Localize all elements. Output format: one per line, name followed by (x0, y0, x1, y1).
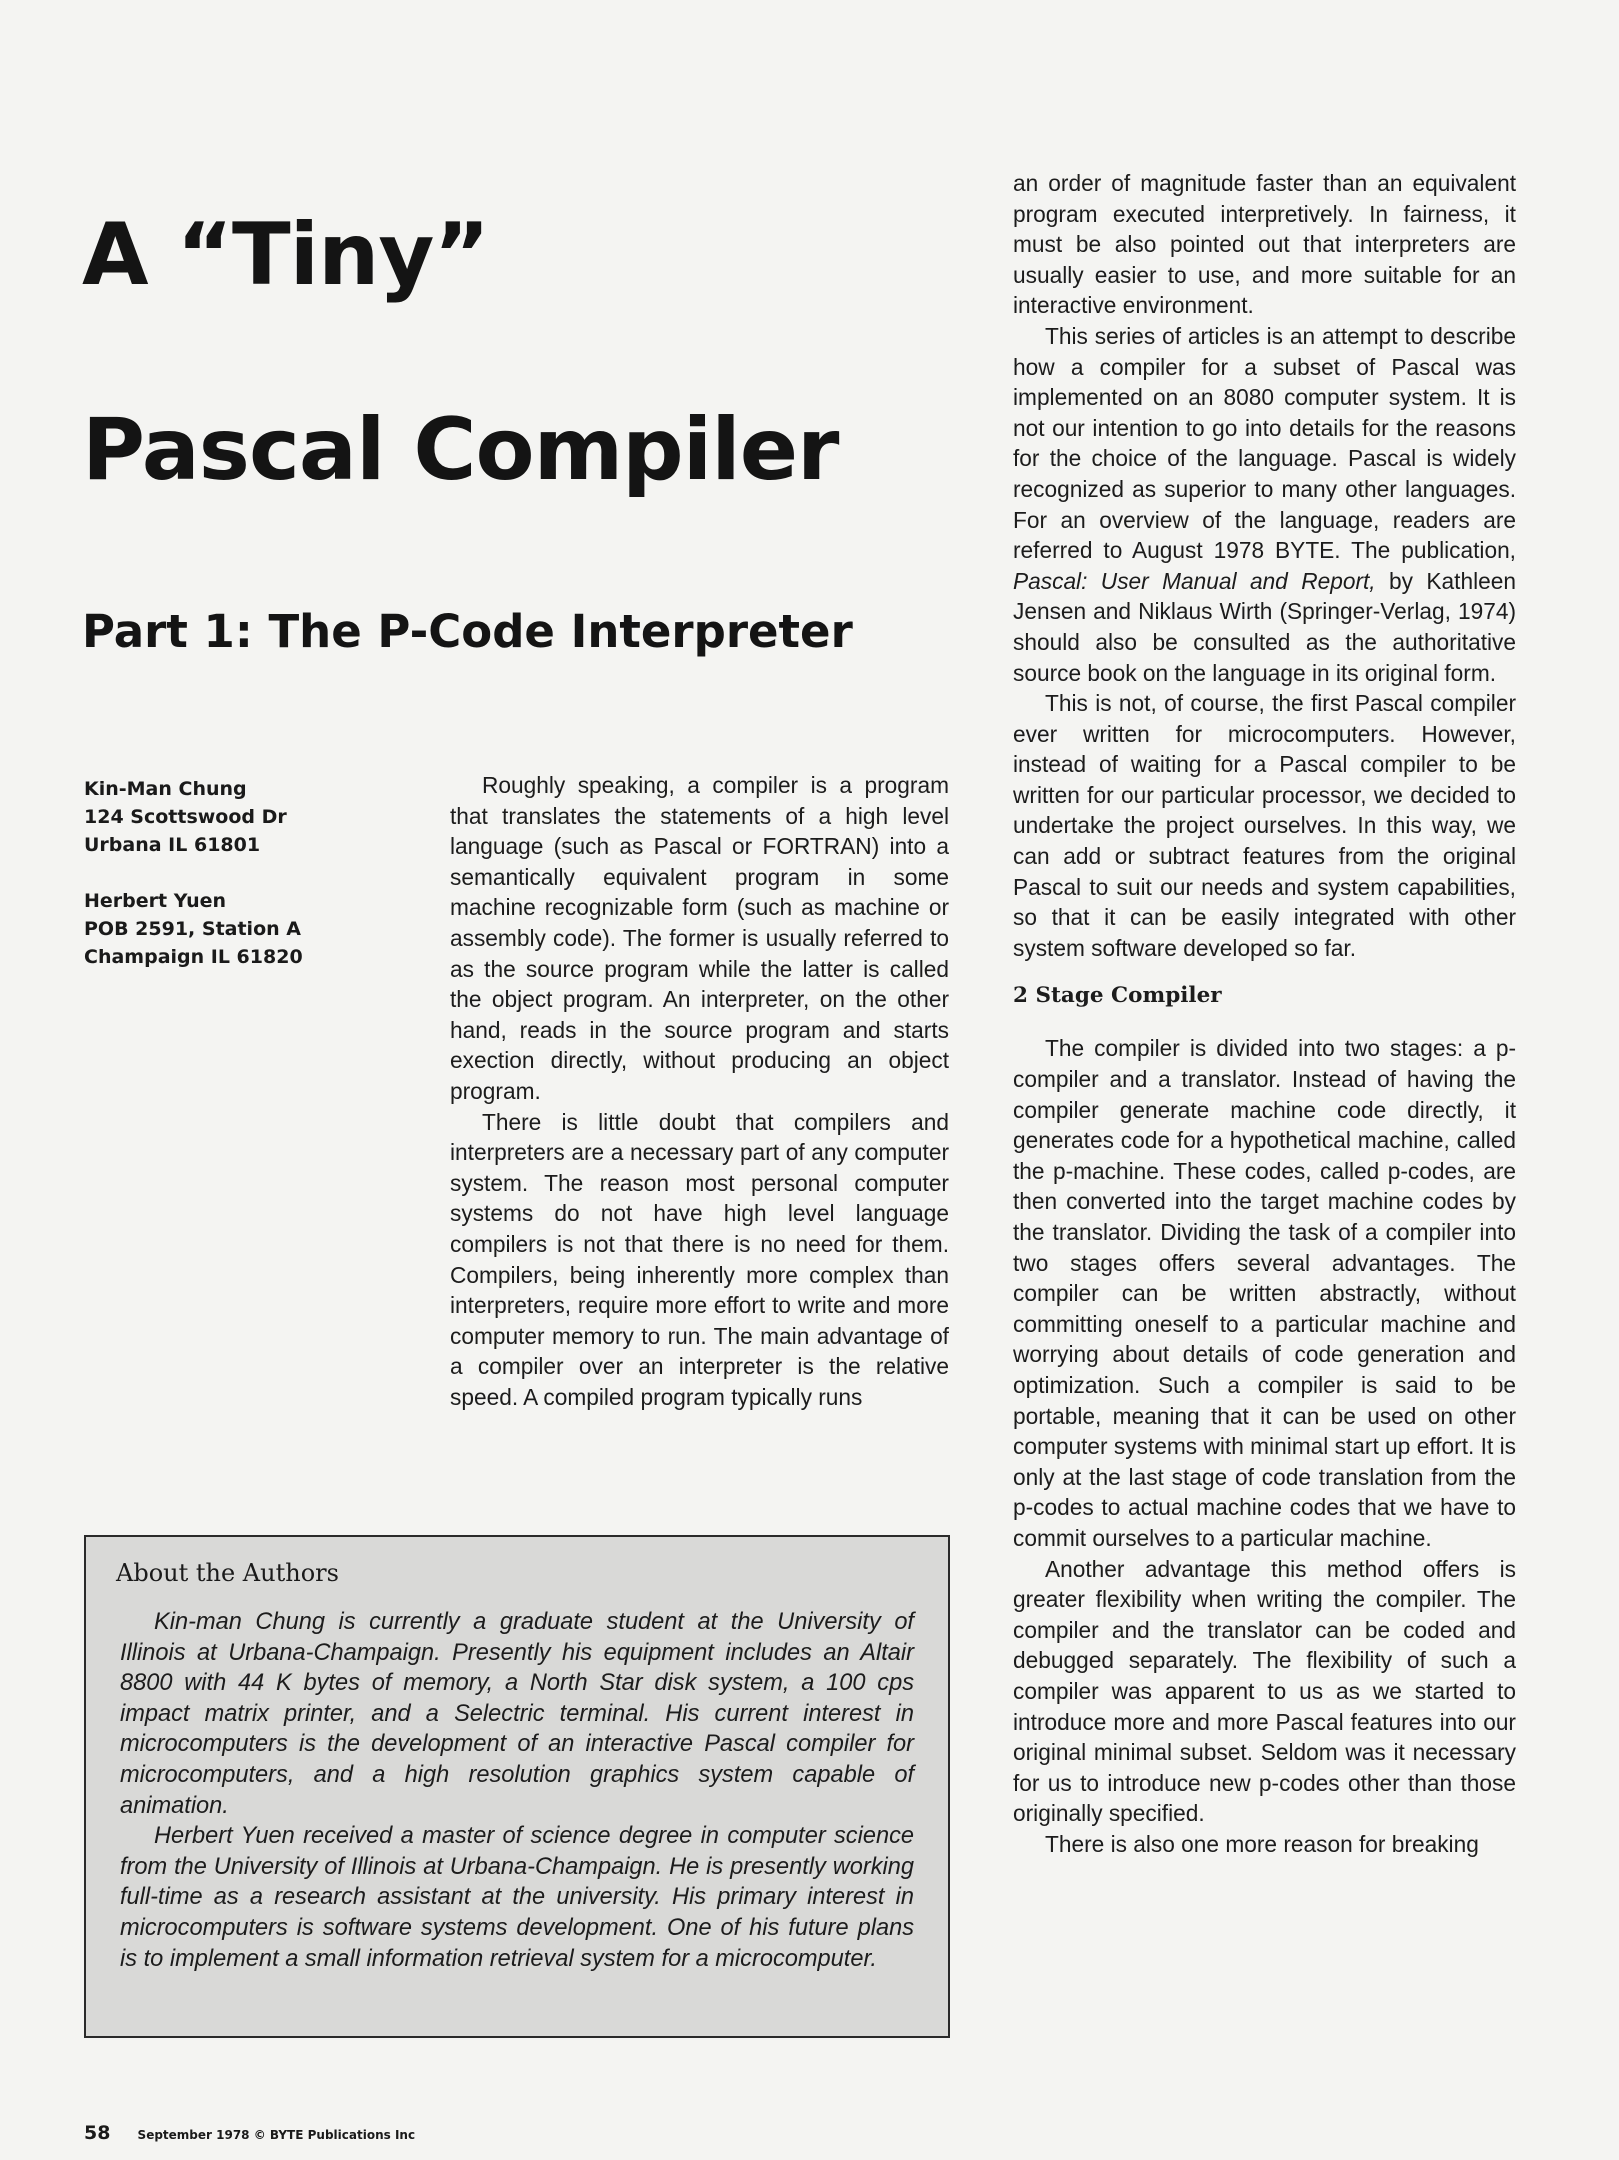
body-paragraph: There is little doubt that compilers and interpreters are a necessary part of any computer system. The reason most personal computer systems do not have high level language compilers is not that there is no need for them. Compilers, being inherently more complex than interpreters, require more effort to write and more computer memory to run. The main advantage of a compiler over an interpreter is the relative speed. A compiled program typically runs (450, 1108, 949, 1410)
body-paragraph: There is also one more reason for breaking (1045, 1830, 1479, 1857)
body-column-middle (450, 770, 949, 1412)
body-column-right (1013, 168, 1516, 1859)
author-name: Herbert Yuen (84, 890, 227, 912)
sidebar-paragraph: Herbert Yuen received a master of science degree in computer science from the University of Illinois at Urbana-Champaign. He is presently working full-time as a research assistant at the university. His primary interest in microcomputers is software systems development. One of his future plans is to implement a small information retrieval system for a microcomputer. (120, 1823, 914, 1972)
author-address-line: Champaign IL 61820 (84, 946, 303, 968)
author-name: Kin-Man Chung (84, 778, 247, 800)
sidebar-heading: About the Authors (116, 1559, 339, 1587)
author-spacer (84, 859, 414, 887)
book-title: Pascal: User Manual and Report, (1013, 567, 1376, 594)
sidebar-paragraph: Kin-man Chung is currently a graduate student at the University of Illinois at Urbana-Champaign. Presently his equipment includes an Altair 8800 with 44 K bytes of memory, a North Star disk system, a 100 cps impact matrix printer, and a Selectric terminal. His current interest in microcomputers is the development of an interactive Pascal compiler for microcomputers, and a high resolution graphics system capable of animation. (120, 1609, 914, 1819)
publication-credit: September 1978 © BYTE Publications Inc (137, 2128, 416, 2142)
author-address-line: 124 Scottswood Dr (84, 806, 287, 828)
body-text: This series of articles is an attempt to describe how a compiler for a subset of Pascal was implemented on an 8080 computer system. It is not our intention to go into details for the reasons for the choice of the language. Pascal is widely recognized as superior to many other languages. For an overview of the language, readers are referred to August 1978 BYTE. The publication, (1013, 322, 1516, 564)
body-paragraph: Roughly speaking, a compiler is a program that translates the statements of a high level language (such as Pascal or FORTRAN) into a semantically equivalent program in some machine recognizable form (such as machine or assembly code). The former is usually referred to as the source program while the latter is called the object program. An interpreter, on the other hand, reads in the source program and starts exection directly, without producing an object program. (450, 772, 949, 1104)
body-text: by Kathleen Jensen and Niklaus Wirth (Springer-Verlag, 1974) should also be consulted as the authoritative source book on the language in its original form. (1013, 567, 1516, 686)
author-block (84, 775, 414, 971)
body-paragraph: The compiler is divided into two stages: a p-compiler and a translator. Instead of having the compiler generate machine code directly, it generates code for a hypothetical machine, called the p-machine. These codes, called p-codes, are then converted into the target machine codes by the translator. Dividing the task of a compiler into two stages offers several advantages. The compiler can be written abstractly, without committing oneself to a particular machine and worrying about details of code generation and optimization. Such a compiler is said to be portable, meaning that it can be used on other computer systems with minimal start up effort. It is only at the last stage of code translation from the p-codes to actual machine codes that we have to commit ourselves to a particular machine. (1013, 1035, 1516, 1551)
body-paragraph: Another advantage this method offers is greater flexibility when writing the compiler. The compiler and the translator can be coded and debugged separately. The flexibility of such a compiler was apparent to us as we started to introduce more and more Pascal features into our original minimal subset. Seldom was it necessary for us to introduce new p-codes other than those originally specified. (1013, 1555, 1516, 1827)
about-the-authors-box (84, 1535, 950, 2038)
body-paragraph: an order of magnitude faster than an equivalent program executed interpretively. In fairness, it must be also pointed out that interpreters are usually easier to use, and more suitable for an interactive environment. (1013, 170, 1516, 319)
body-paragraph: This is not, of course, the first Pascal compiler ever written for microcomputers. However, instead of waiting for a Pascal compiler to be written for our particular processor, we decided to undertake the project ourselves. In this way, we can add or subtract features from the original Pascal to suit our needs and system capabilities, so that it can be easily integrated with other system software developed so far. (1013, 690, 1516, 961)
page-footer (84, 2122, 415, 2144)
body-paragraph (1013, 321, 1516, 688)
article-title-line-1: A “Tiny” (82, 205, 489, 305)
article-title-line-2: Pascal Compiler (82, 400, 839, 500)
author-address-line: POB 2591, Station A (84, 918, 301, 940)
article-subtitle: Part 1: The P-Code Interpreter (82, 605, 853, 658)
section-heading: 2 Stage Compiler (1013, 983, 1222, 1009)
author-address-line: Urbana IL 61801 (84, 834, 261, 856)
page-number: 58 (84, 2122, 111, 2144)
